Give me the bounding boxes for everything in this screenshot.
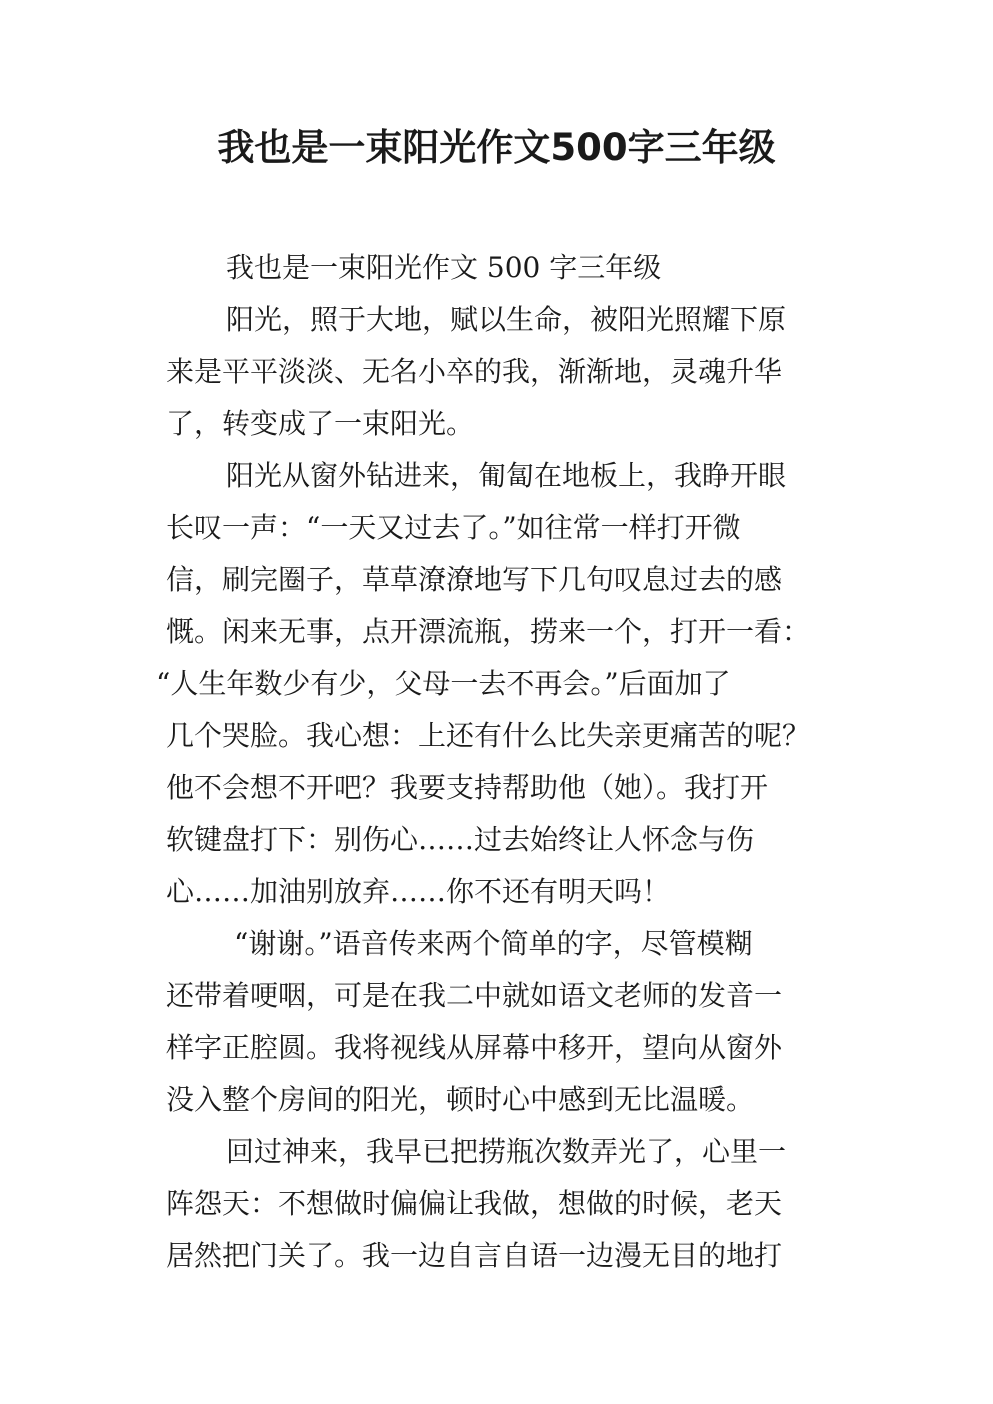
text-line: 我也是一束阳光作文 500 字三年级 bbox=[226, 251, 662, 284]
text-line: 阳光从窗外钻进来，匍匐在地板上，我睁开眼 bbox=[226, 459, 787, 492]
text-line: 阳光，照于大地，赋以生命，被阳光照耀下原 bbox=[226, 303, 787, 336]
text-line: 没入整个房间的阳光，顿时心中感到无比温暖。 bbox=[166, 1083, 755, 1116]
text-line: 几个哭脸。我心想：上还有什么比失亲更痛苦的呢？ bbox=[166, 719, 811, 752]
text-line: 慨。闲来无事，点开漂流瓶，捞来一个，打开一看： bbox=[166, 615, 811, 648]
text-line: 还带着哽咽，可是在我二中就如语文老师的发音一 bbox=[166, 979, 783, 1012]
text-line: “人生年数少有少，父母一去不再会。”后面加了 bbox=[156, 667, 731, 700]
document-body bbox=[156, 242, 846, 1282]
text-line: 来是平平淡淡、无名小卒的我，渐渐地，灵魂升华 bbox=[166, 355, 783, 388]
text-line: “谢谢。”语音传来两个简单的字，尽管模糊 bbox=[234, 927, 753, 960]
text-line: 阵怨天：不想做时偏偏让我做，想做的时候，老天 bbox=[166, 1187, 783, 1220]
text-line: 心……加油别放弃……你不还有明天吗！ bbox=[166, 875, 671, 908]
text-line: 长叹一声：“一天又过去了。”如往常一样打开微 bbox=[166, 511, 741, 544]
text-line: 回过神来，我早已把捞瓶次数弄光了，心里一 bbox=[226, 1135, 787, 1168]
text-line: 软键盘打下：别伤心……过去始终让人怀念与伤 bbox=[166, 823, 755, 856]
text-line: 了，转变成了一束阳光。 bbox=[166, 407, 475, 440]
document-title: 我也是一束阳光作文500字三年级 bbox=[217, 126, 776, 169]
text-line: 样字正腔圆。我将视线从屏幕中移开，望向从窗外 bbox=[166, 1031, 783, 1064]
text-line: 他不会想不开吧？我要支持帮助他（她）。我打开 bbox=[166, 771, 769, 804]
text-line: 居然把门关了。我一边自言自语一边漫无目的地打 bbox=[166, 1239, 783, 1272]
text-line: 信，刷完圈子，草草潦潦地写下几句叹息过去的感 bbox=[166, 563, 783, 596]
